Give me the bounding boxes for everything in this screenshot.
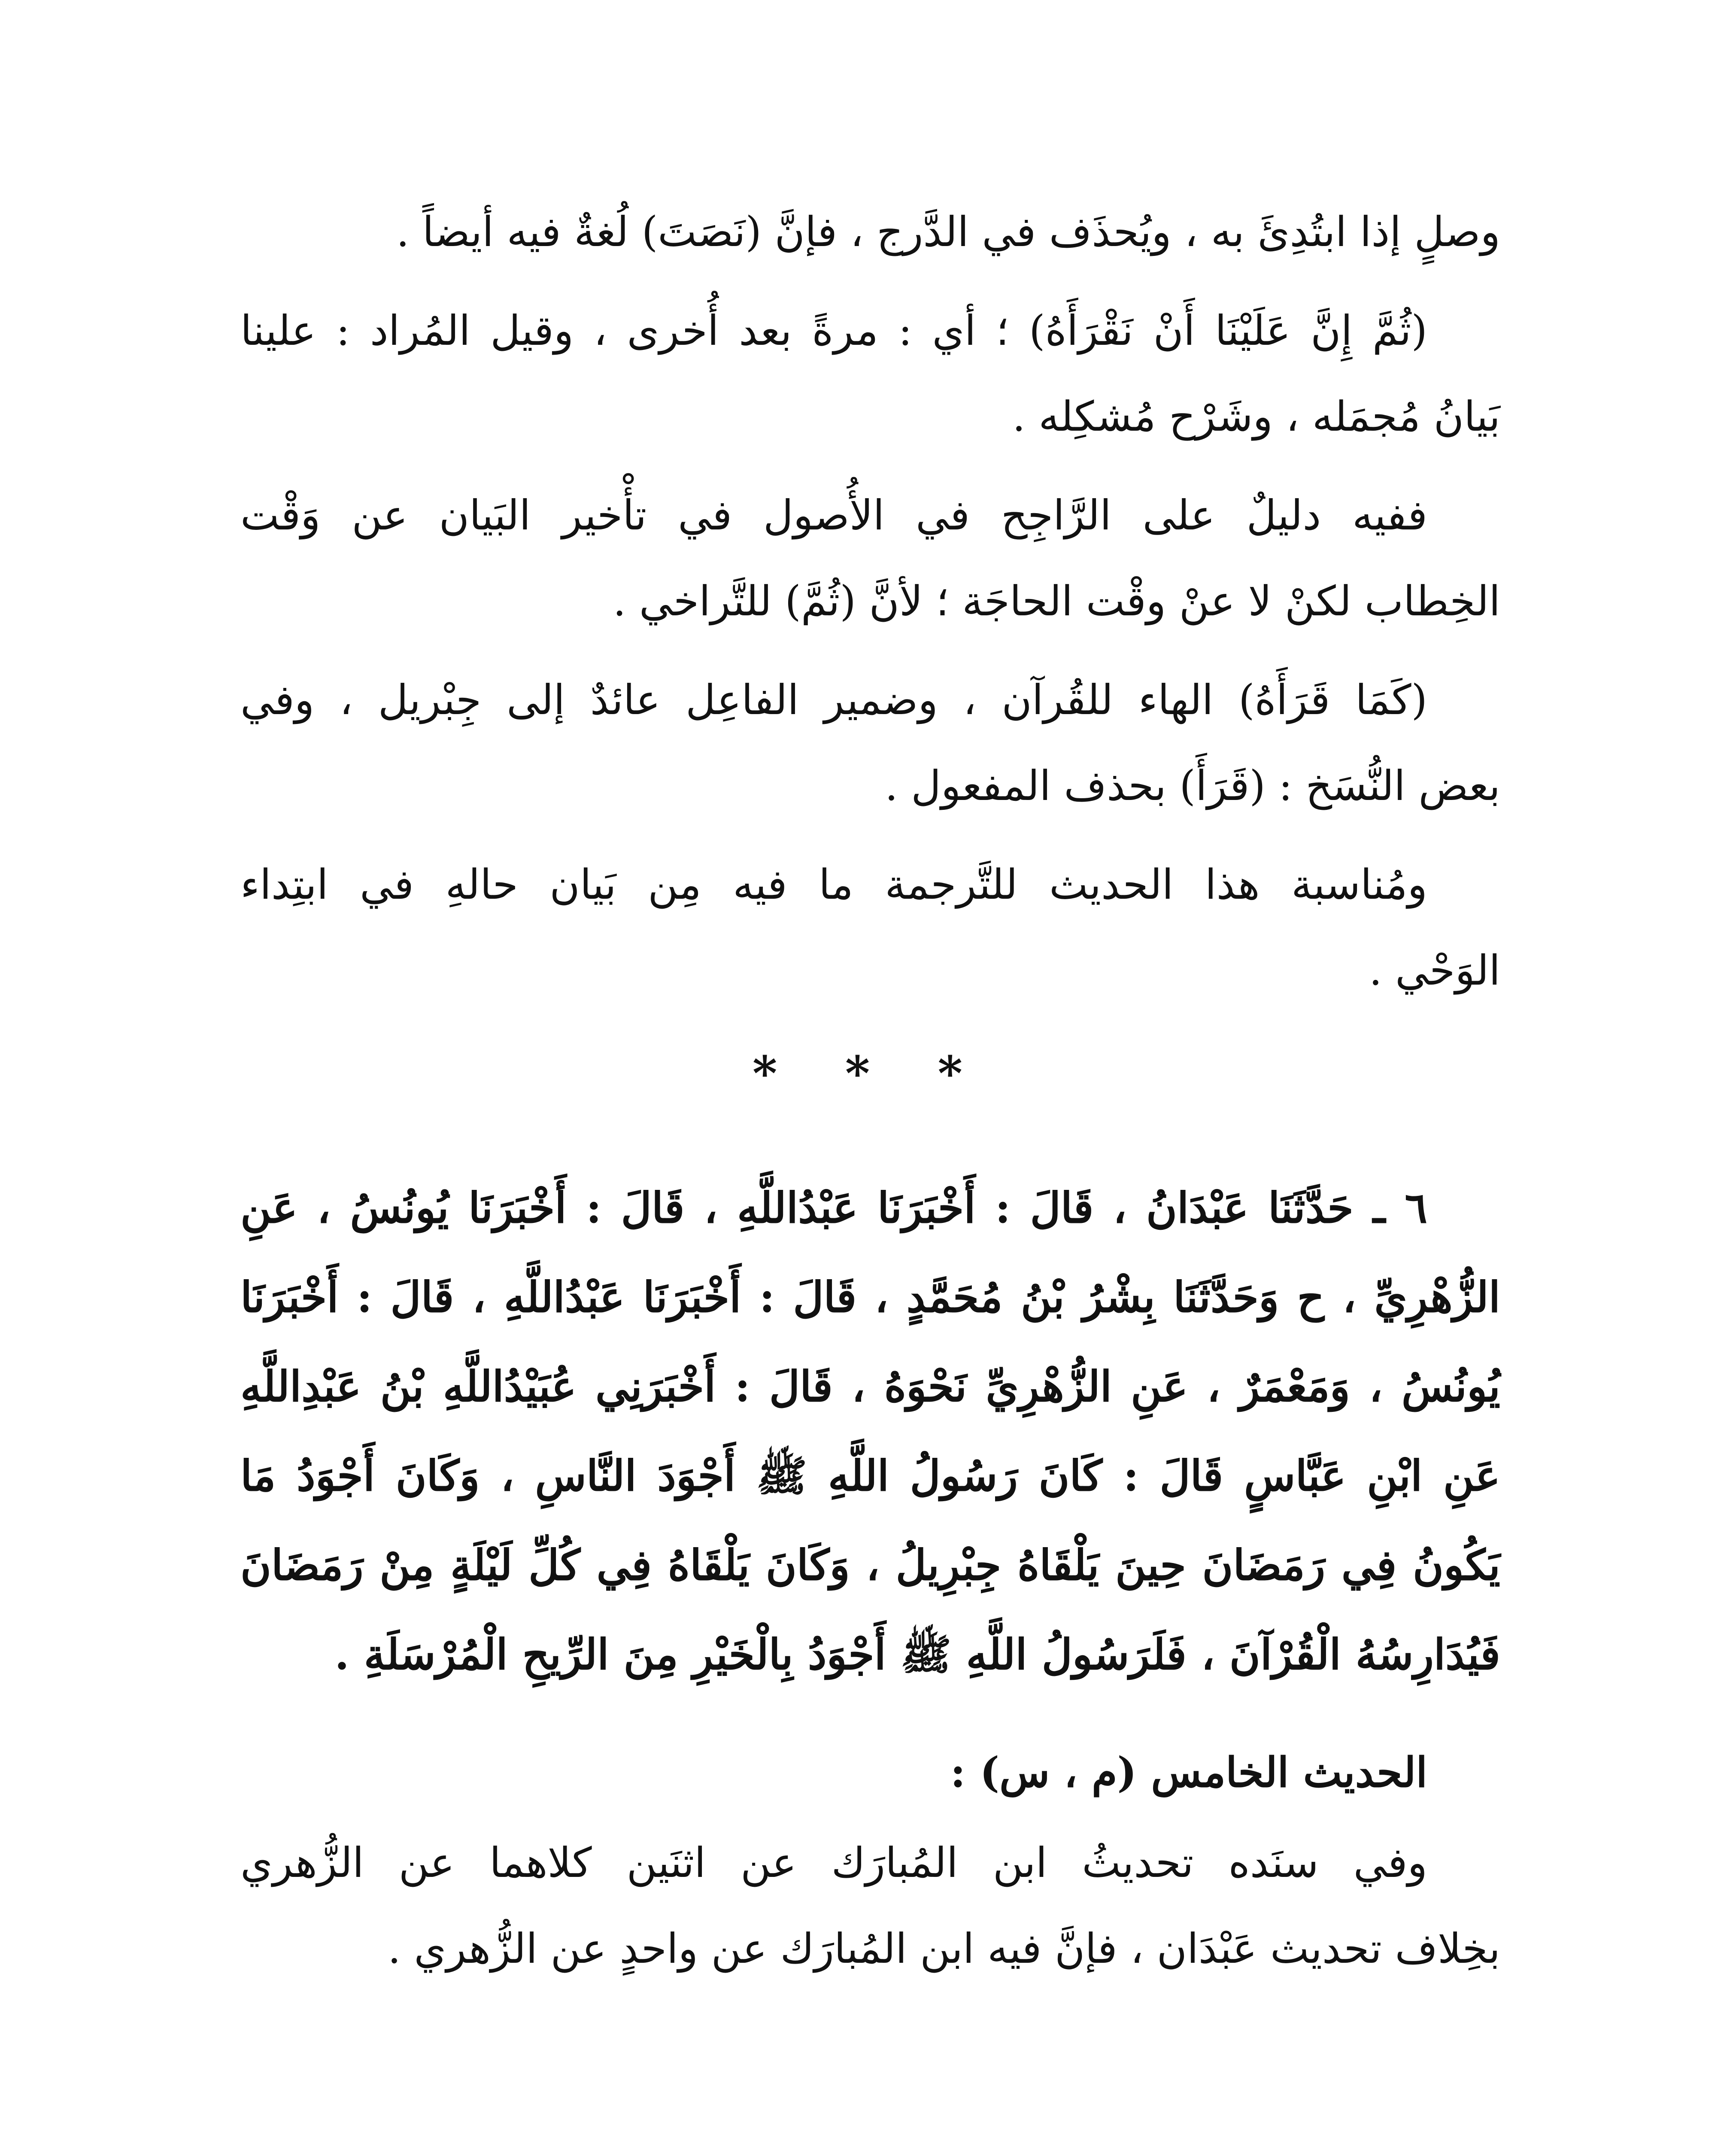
hadith-line: يَكُونُ فِي رَمَضَانَ حِينَ يَلْقَاهُ جِبْرِيلُ ، وَكَانَ يَلْقَاهُ فِي كُلِّ لَيْلَةٍ مِنْ رَمَضَانَ [240,1541,1500,1590]
text-line: (ثُمَّ إِنَّ عَلَيْنَا أَنْ نَقْرَأَهُ) ؛ أي : مرةً بعد أُخرى ، وقيل المُراد : علينا [240,307,1427,355]
text-line: ومُناسبة هذا الحديث للتَّرجمة ما فيه مِن بَيان حالهِ في ابتِداء [240,861,1428,909]
paragraph-4 [240,657,1500,829]
paragraph-5 [240,842,1500,1013]
paragraph-2 [240,288,1500,459]
text-line: (كَمَا قَرَأَهُ) الهاء للقُرآن ، وضمير الفاعِل عائدٌ إلى جِبْريل ، وفي [240,676,1427,724]
hadith-line: فَيُدَارِسُهُ الْقُرْآنَ ، فَلَرَسُولُ اللَّهِ ﷺ أَجْوَدُ بِالْخَيْرِ مِنَ الرِّيحِ الْمُرْسَلَةِ . [334,1630,1500,1679]
paragraph-6 [240,1820,1500,1992]
hadith-line: يُونُسُ ، وَمَعْمَرٌ ، عَنِ الزُّهْرِيِّ نَحْوَهُ ، قَالَ : أَخْبَرَنِي عُبَيْدُاللَّهِ بْنُ عَبْدِاللَّهِ [240,1362,1500,1411]
text-line: ففيه دليلٌ على الرَّاجِح في الأُصول في تأْخير البَيان عن وَقْت [240,491,1427,539]
text-line: وفي سنَده تحديثُ ابن المُبارَك عن اثنَين كلاهما عن الزُّهري [240,1839,1427,1887]
paragraph-1 [240,189,1500,275]
text-line: وصلٍ إذا ابتُدِئَ به ، ويُحذَف في الدَّرج ، فإنَّ (نَصَتَ) لُغةٌ فيه أيضاً . [396,208,1500,256]
text-line: بخِلاف تحديث عَبْدَان ، فإنَّ فيه ابن المُبارَك عن واحدٍ عن الزُّهري . [388,1925,1500,1973]
paragraph-3 [240,472,1500,644]
section-separator: * * * [752,1046,989,1101]
section-heading: الحديث الخامس (م ، س) : [950,1748,1427,1797]
text-line: بعض النُّسَخ : (قَرَأَ) بحذف المفعول . [885,762,1500,810]
hadith-line: عَنِ ابْنِ عَبَّاسٍ قَالَ : كَانَ رَسُولُ اللَّهِ ﷺ أَجْوَدَ النَّاسِ ، وَكَانَ أَجْوَدُ مَا [240,1451,1500,1501]
text-column [240,189,1500,1992]
text-line: الخِطاب لكنْ لا عنْ وقْت الحاجَة ؛ لأنَّ (ثُمَّ) للتَّراخي . [613,577,1500,625]
hadith-line: ٦ ـ حَدَّثَنَا عَبْدَانُ ، قَالَ : أَخْبَرَنَا عَبْدُاللَّهِ ، قَالَ : أَخْبَرَنَا يُونُسُ ، عَنِ [240,1183,1427,1233]
text-line: بَيانُ مُجمَله ، وشَرْح مُشكِله . [1012,392,1500,441]
hadith-text [240,1164,1500,1700]
hadith-line: الزُّهْرِيِّ ، ح وَحَدَّثَنَا بِشْرُ بْنُ مُحَمَّدٍ ، قَالَ : أَخْبَرَنَا عَبْدُاللَّهِ ، قَالَ : أَخْبَرَنَا [240,1273,1500,1322]
text-line: الوَحْي . [1369,946,1500,994]
